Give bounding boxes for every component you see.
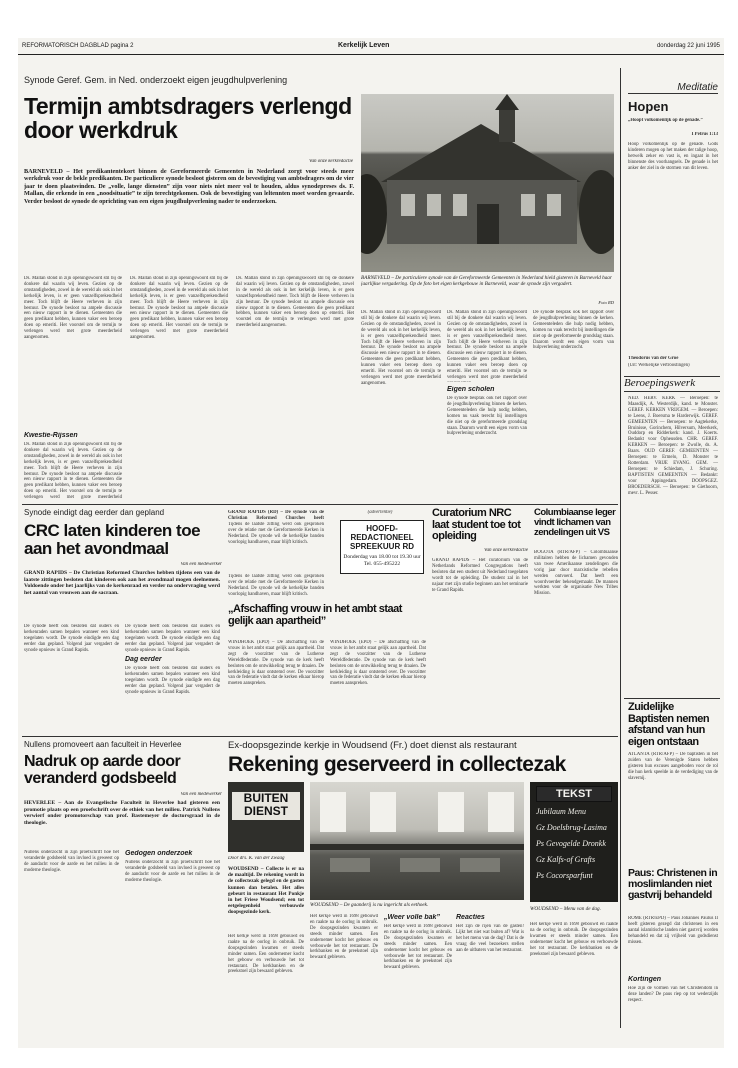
buiten-dienst-photo [228,782,304,852]
photo-credit: Foto RD [598,300,614,305]
header-center: Kerkelijk Leven [338,42,390,49]
article1-cont-col2: Ds. Mallan stond in zijn openingswoord stil bij de donkere dal waarin wij leven. Gezien op de omstandigheden, zowel in de wereld als ook in het kerkelijk leven, is er geen vanzelfsprekendheid meer. Toch blijft de Heere verheven in zijn bestuur. De synode besloot na ampele discussie een nieuw rapport in te dienen. Gemeenten die geen predikant hebben, kunnen vaker een beroep doen op emeriti. Het voorstel om de termijn te verlengen werd met grote meerderheid [447,310,527,380]
ad-hours: Donderdag van 18.00 tot 19.30 uur [343,554,421,560]
menu-item: Ps Gevogelde Dronkk [536,839,606,848]
article2-headline: CRC laten kinderen toe aan het avondmaal [24,522,201,558]
article2-subhead: Dag eerder [125,656,162,663]
menu-title: TEKST [536,786,612,802]
article11-body: Het zijn de rijen van de gasten! Lijkt het niet wat buiten af? Wat is het het menu van de dag? Dat is de vraag die veel bezoekers stellen aan de uitbaters van het restaurant. [456,924,524,953]
rule-3 [624,698,720,699]
article1-cont-col3: De synode besprak ook het rapport over de jeugdhulpverlening binnen de kerken. Gemeenteleden die hulp nodig hebben, komen nu vaak terecht bij instellingen die niet op de gereformeerde grondslag staan. Daarom wordt een eigen vorm van hulpverlening onderzocht. [533,310,614,351]
menu-board [530,782,618,902]
header-left: REFORMATORISCH DAGBLAD pagina 2 [22,43,134,49]
article6-headline: Rekening geserveerd in collectezak [228,754,566,776]
meditatie-author: Theodorus van der Groe [628,356,679,361]
article1-body-col2: Ds. Mallan stond in zijn openingswoord stil bij de donkere dal waarin wij leven. Gezien op de omstandigheden, zowel in de wereld als ook in het kerkelijk leven, is er geen vanzelfsprekendheid meer. Toch blijft de Heere verheven in zijn bestuur. De synode besloot na ampele discussie een nieuw rapport in te dienen. Gemeenten die geen predikant hebben, kunnen vaker een beroep doen op emeriti. Het voorstel om de termijn te verlengen werd met grote meerderheid aangenomen. [130,276,228,341]
interior-photo [310,782,524,900]
article2b-dateline: GRAND RAPIDS (RD) – De synode van de Christian Reformed Churches heeft [228,510,324,520]
article7-body-col2: Nullens onderzocht in zijn proefschrift hoe het veranderde godsbeeld van invloed is geweest op de aandacht voor de aarde en het milieu in de moderne theologie. [125,860,220,883]
rule-1 [22,504,618,505]
article1-lead: BARNEVELD – Het predikantentekort binnen de Gereformeerde Gemeenten in Nederland zorgt voor steeds meer werkdruk voor de bekle predikanten. De particuliere synode besloot gisteren om de bevestiging van ambtsdragers om de vier jaar te doen plaatsvinden. De „volle, lange diensten” zijn voor niets niet meer vol te houden, aldus synodepreses ds. F. Mallan, die erkende in een „noodsituatie” te zijn terechtgekomen. Ook de bevestiging van leltennten moet worden gevaarde. Verder besloot de synode de oprichting van een eigen jeugdhulpverlening nader te onderzoeken. [24,168,354,205]
article3-body-col2: WINDHOEK (EPD) – De afschaffing van de vrouw in het ambt staat gelijk aan apartheid. Dat zegt de voorzitter van de Lutherse Wereldfederatie. De synode van de kerk heeft besloten om de ontwikkeling terug te draaien. De kerkleiding is daar ontstemd over. De voorzitter van de federatie vindt dat de kerken elkaar hierop moeten aanspreken. [330,640,426,687]
ad-label: (advertentie) [367,510,393,515]
article7-lead: HEVERLEE – Aan de Evangelische Faculteit in Heverlee had gisteren een promotie plaats op een proefschrift over de ethiek van het milieu. Patrick Nullens verwierf onder promotorschap van prof. Bastemeyer de doctorsgraad in de theologie. [24,800,220,826]
article1-byline: Van onze kerkredactie [309,159,353,164]
article8-body: ATLANTA (RTR/AFP) – De baptisten in het zuiden van de Verenigde Staten hebben gisteren hun excuses aangeboden voor de rol die hun kerk speelde in de verdediging van de slavernij. [628,752,718,781]
church-photo-drawing [361,94,614,272]
article4-body: GRAND RAPIDS – Het curatorium van de Netherlands Reformed Congregations heeft besloten dat een student uit Nederland toegelaten wordt tot de opleiding. De student zal in het najaar met zijn studie beginnen aan het seminarie te Grand Rapids. [432,558,528,593]
article2b-body-col1: Tijdens de laatste zitting werd ook gesproken over de relatie met de Gereformeerde Kerken in Nederland. De synode wil de kerkelijke banden voorlopig handhaven, maar blijft kritisch. [228,522,324,545]
beroepingswerk-label: Beroepingswerk [624,376,720,392]
menu-item: Gz Kalfs-of Grafts [536,855,596,864]
article1-subhead: Kwestie-Rijssen [24,432,78,439]
article6-byline: Door drs. K. van der Zwaag [228,856,285,861]
article2-kicker: Synode eindigt dag eerder dan gepland [24,508,165,517]
article1-body-col1: Ds. Mallan stond in zijn openingswoord stil bij de donkere dal waarin wij leven. Gezien op de omstandigheden, zowel in de wereld als ook in het kerkelijk leven, is er geen vanzelfsprekendheid meer. Toch blijft de Heere verheven in zijn bestuur. De synode besloot na ampele discussie een nieuw rapport in te dienen. Gemeenten die geen predikant hebben, kunnen vaker een beroep doen op emeriti. Het voorstel om de termijn te verlengen werd met grote meerderheid aangenomen. [24,276,122,341]
article9-headline: Paus: Christenen in moslimlanden niet gastvrij behandeld [628,868,718,902]
article1-headline: Termijn ambtsdragers verlengd door werkdruk [24,94,352,143]
ad-box [340,520,424,574]
article2-body-col2: De synode heeft ook besloten dat ouders en kerkenraden samen bepalen wanneer een kind toegelaten wordt. De synode eindigde een dag eerder dan gepland. Volgend jaar vergadert de synode opnieuw in Grand Rapids. [125,624,220,652]
buiten-dienst-sign: BUITEN DIENST [232,792,300,820]
newspaper-page [18,38,724,1048]
article5-body: BOGOTA (RTR/AFP) – Colombiaanse militairen hebben de lichamen gevonden van twee Amerikaanse zendelingen die vorig jaar door marxistische rebellen werden ontvoerd. Dat heeft een woordvoerder bekendgemaakt. De mannen werkten voor de organisatie New Tribes Mission. [534,550,618,597]
article2b-body-col1b: Tijdens de laatste zitting werd ook gesproken over de relatie met de Gereformeerde Kerken in Nederland. De synode wil de kerkelijke banden voorlopig handhaven, maar blijft kritisch. [228,574,324,597]
article6-body-col3: Het kerkje werd in 1698 gebouwd en raakte na de oorlog in onbruik. De doopsgezinden kwamen er steeds minder samen. Een ondernemer kocht het gebouw en verbouwde het tot restaurant. De kerkbanken en de preekstoel zijn bewaard gebleven. [384,924,452,971]
article6-subhead: „Weer volle bak” [384,914,440,921]
menu-item: Ps Cocorsparfunt [536,871,593,880]
page-header [18,38,724,55]
article4-headline: Curatorium NRC laat student toe tot opleiding [432,508,521,543]
article3-body-col1: WINDHOEK (EPD) – De afschaffing van de vrouw in het ambt staat gelijk aan apartheid. Dat zegt de voorzitter van de Lutherse Wereldfederatie. De synode van de kerk heeft besloten om de ontwikkeling terug te draaien. De kerkleiding is daar ontstemd over. De voorzitter van de federatie vindt dat de kerken elkaar hierop moeten aanspreken. [228,640,324,687]
article6-body-col5: Het kerkje werd in 1698 gebouwd en raakte na de oorlog in onbruik. De doopsgezinden kwamen er steeds minder samen. Een ondernemer kocht het gebouw en verbouwde het tot restaurant. De kerkbanken en de preekstoel zijn bewaard gebleven. [530,922,618,957]
article7-byline: Van een medewerker [180,792,222,797]
article7-body-col1: Nullens onderzocht in zijn proefschrift hoe het veranderde godsbeeld van invloed is geweest op de aandacht voor de aarde en het milieu in de moderne theologie. [24,850,119,873]
article4-byline: Van onze kerkredactie [484,548,528,553]
meditatie-quote: „Hoopt volkomenlijk op de genade.” [628,118,703,123]
meditatie-label: Meditatie [628,82,718,94]
article6-body-col2: Het kerkje werd in 1698 gebouwd en raakte na de oorlog in onbruik. De doopsgezinden kwamen er steeds minder samen. Een ondernemer kocht het gebouw en verbouwde het tot restaurant. De kerkbanken en de preekstoel zijn bewaard gebleven. [310,914,378,961]
photo-caption: BARNEVELD – De particuliere synode van de Gereformeerde Gemeenten in Nederland hield gisteren in Barneveld haar jaarlijkse vergadering. Op de foto het eigen kerkgebouw in Barneveld, waar de synode zijn vergadert. [361,275,612,287]
meditatie-title: Hopen [628,100,669,114]
article6-caption: WOUDSEND – De gaanderij is nu ingericht als eethoek. [310,902,429,908]
article7-kicker: Nullens promoveert aan faculteit in Heverlee [24,740,182,749]
article6-lead: WOUDSEND – Collecte is er na de maaltijd. De rekening wordt in de collectezak gelegd en de gasten kunnen dan betalen. Het alles gebeurt in restaurant Het Ponkje in het Friese Woudsend; een tot eetgelegenheid verbouwde doopsgezinde kerk. [228,866,304,916]
beroepingswerk-body: NED. HERV. KERK — Beroepen: te Maasdijk, A. Westerdijk, kand. te Monster. GEREF. KERKEN VRIJGEM. — Beroepen: te Leens, J. Boersma te Harderwijk. GEREF. GEMEENTEN — Beroepen: te Aagtekerke, Bruinisse, Gorinchem, Hilversum, Meerkerk, Ouddorp en Ridderkerk: kand. J. Koerts. Bedankt voor Opheusden. CHR. GEREF. KERKEN — Beroepen: te Zwolle, ds. A. Baars. OUD GEREF. GEMEENTEN — Beroepen: te Ermelo, D. Monster te Rotterdam. VRIJE EVANG. GEM. — Beroepen: te Schiedam, J. Schuring. BAPTISTEN GEMEENTEN — Bedankt: voor Appingedam. DOOPSGEZ. BROEDERSCH. — Beroepen: te Giethoorn, mevr. L. Pesser. [628,396,718,496]
article1-kicker: Synode Geref. Gem. in Ned. onderzoekt eigen jeugdhulpverlening [24,75,288,85]
article10-body: Hoe zijn de vormen van het Christendom in deze landen? De paus riep op tot wederzijds respect. [628,986,718,1003]
article2-lead: GRAND RAPIDS – De Christian Reformed Churches hebben tijdens een van de laatste zittingen besloten dat kinderen ook aan het avondmaal mogen deelnemen. Voldoende onder het jaarlijks van de kerkenraad en verder na ondervraging werd het aantal van vrouwen aan de sacraan. [24,570,220,596]
ad-title: HOOFD-REDACTIONEEL SPREEKUUR RD [349,524,414,551]
menu-items [536,804,612,884]
rule-2 [22,736,618,737]
article1-body-col1b: Ds. Mallan stond in zijn openingswoord stil bij de donkere dal waarin wij leven. Gezien op de omstandigheden, zowel in de wereld als ook in het kerkelijk leven, is er geen vanzelfsprekendheid meer. Toch blijft de Heere verheven in zijn bestuur. De synode besloot na ampele discussie een nieuw rapport in te dienen. Gemeenten die geen predikant hebben, kunnen vaker een beroep doen op emeriti. Het voorstel om de termijn te verlengen werd met grote meerderheid [24,442,122,500]
menu-item: Gz Doelsbrug-Lasima [536,823,607,832]
article8-headline: Zuidelijke Baptisten nemen afstand van hun eigen ontstaan [628,702,710,748]
meditatie-ref: I Petrus 1:13 [691,132,718,137]
article7-subhead: Gedogen onderzoek [125,850,193,857]
article2-byline: Van een medewerker [180,562,222,567]
article7-headline: Nadruk op aarde door veranderd godsbeeld [24,754,181,787]
article5-headline: Columbiaanse leger vindt lichamen van zendelingen uit VS [534,508,616,538]
article1-cont-col1: Ds. Mallan stond in zijn openingswoord stil bij de donkere dal waarin wij leven. Gezien op de omstandigheden, zowel in de wereld als ook in het kerkelijk leven, is er geen vanzelfsprekendheid meer. Toch blijft de Heere verheven in zijn bestuur. De synode besloot na ampele discussie een nieuw rapport in te dienen. Gemeenten die geen predikant hebben, kunnen vaker een beroep doen op emeriti. Het voorstel om de termijn te verlengen werd met grote meerderheid aangenomen. [361,310,441,386]
article6-kicker: Ex-doopsgezinde kerkje in Woudsend (Fr.) doet dienst als restaurant [228,740,517,751]
meditatie-body: Hoop volkomenlijk op de genade. Gods kinderen mogen op het maken der talige hoop, hetwelk zeker en vast is, en ingaat in het binnenste des voorhangsels. De genade is het anker der ziel in de stormen van dit leven. [628,142,718,171]
article2-body-col1: De synode heeft ook besloten dat ouders en kerkenraden samen bepalen wanneer een kind toegelaten wordt. De synode eindigde een dag eerder dan gepland. Volgend jaar vergadert de synode opnieuw in Grand Rapids. [24,624,119,653]
article9-body: ROME (RTR/EPD) – Paus Johannes Paulus II heeft gisteren gezegd dat christenen in een aantal islamitische landen niet gastvrij worden behandeld en dat zij vrijheid van godsdienst missen. [628,916,718,945]
interior-photo-drawing [310,782,524,900]
ad-phone: Tel. 055-495222 [363,561,401,567]
article1-cont-col2b: De synode besprak ook het rapport over de jeugdhulpverlening binnen de kerken. Gemeenteleden die hulp nodig hebben, komen nu vaak terecht bij instellingen die niet op de gereformeerde grondslag staan. Daarom wordt een eigen vorm van hulpverlening onderzocht. [447,396,527,437]
sidebar-rule [620,68,621,1028]
meditatie-source: (Uit: Werkelijke vertroostingen) [628,363,690,368]
article6-body-col1: Het kerkje werd in 1698 gebouwd en raakte na de oorlog in onbruik. De doopsgezinden kwamen er steeds minder samen. Een ondernemer kocht het gebouw en verbouwde het tot restaurant. De kerkbanken en de preekstoel zijn bewaard gebleven. [228,934,304,975]
header-right: donderdag 22 juni 1995 [656,43,720,49]
church-photo [361,94,614,272]
article1-body-col3: Ds. Mallan stond in zijn openingswoord stil bij de donkere dal waarin wij leven. Gezien op de omstandigheden, zowel in de wereld als ook in het kerkelijk leven, is er geen vanzelfsprekendheid meer. Toch blijft de Heere verheven in zijn bestuur. De synode besloot na ampele discussie een nieuw rapport in te dienen. Gemeenten die geen predikant hebben, kunnen vaker een beroep doen op emeriti. Het voorstel om de termijn te verlengen werd met grote meerderheid aangenomen. [236,276,354,329]
article2-body-col2b: De synode heeft ook besloten dat ouders en kerkenraden samen bepalen wanneer een kind toegelaten wordt. De synode eindigde een dag eerder dan gepland. Volgend jaar vergadert de synode opnieuw in Grand Rapids. [125,666,220,695]
menu-caption: WOUDSEND – Menu van de dag. [530,906,601,912]
article10-subhead: Kortingen [628,976,662,983]
article3-headline: „Afschaffing vrouw in het ambt staat gelijk aan apartheid” [228,604,402,627]
menu-item: Jubilaum Menu [536,807,586,816]
article1-col-subhead: Eigen scholen [447,386,495,393]
article11-subhead: Reacties [456,914,485,921]
